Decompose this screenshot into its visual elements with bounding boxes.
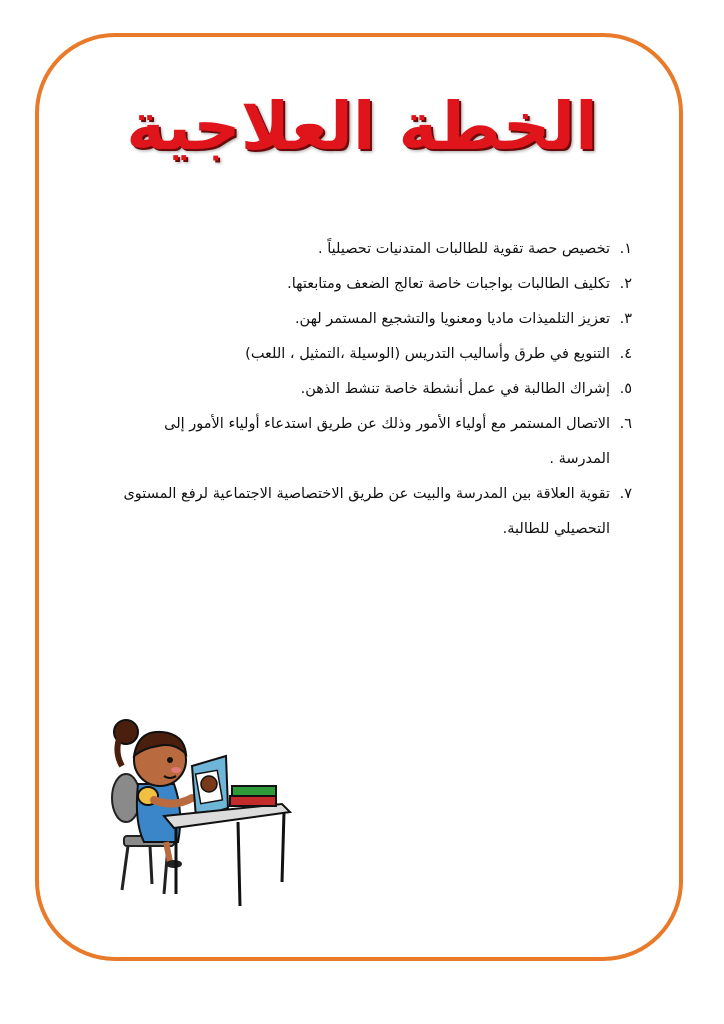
- list-item: ٦.الاتصال المستمر مع أولياء الأمور وذلك عن طريق استدعاء أولياء الأمور إلى المدرسة .: [164, 416, 632, 467]
- girl-reading-illustration: [104, 712, 300, 912]
- list-item: ٢.تكليف الطالبات بواجبات خاصة تعالج الضعف ومتابعتها.: [287, 276, 632, 292]
- list-item: ٧.تقوية العلاقة بين المدرسة والبيت عن طريق الاختصاصية الاجتماعية لرفع المستوى التحصيلي للطالبة.: [123, 486, 632, 537]
- list-item: ٥.إشراك الطالبة في عمل أنشطة خاصة تنشط الذهن.: [300, 381, 632, 397]
- page-title: الخطة العلاجية: [126, 88, 598, 165]
- list-item: ١.تخصيص حصة تقوية للطالبات المتدنيات تحصيلياً .: [318, 241, 632, 257]
- remedial-plan-list: [72, 232, 632, 547]
- list-item: ٤.التنويع في طرق وأساليب التدريس (الوسيلة ،التمثيل ، اللعب): [245, 346, 632, 362]
- list-item: ٣.تعزيز التلميذات ماديا ومعنويا والتشجيع المستمر لهن.: [294, 311, 632, 327]
